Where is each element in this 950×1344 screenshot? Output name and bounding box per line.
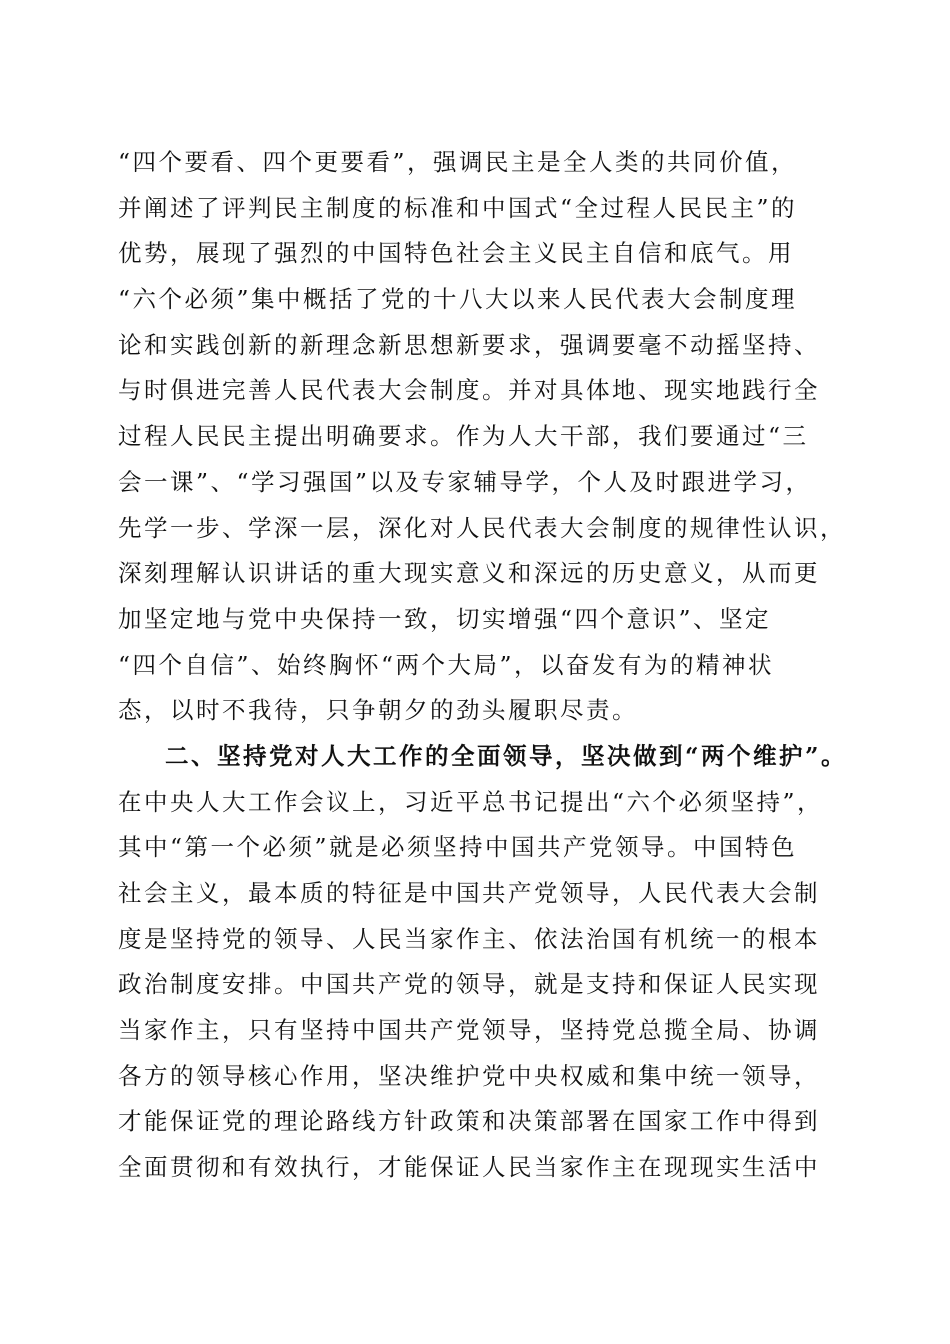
paragraph-line: 其中“第一个必须”就是必须坚持中国共产党领导。中国特色 bbox=[118, 833, 798, 862]
paragraph-line: 才能保证党的理论路线方针政策和决策部署在国家工作中得到 bbox=[118, 1107, 820, 1136]
document-body bbox=[118, 140, 848, 1191]
paragraph-line: 会一课”、“学习强国”以及专家辅导学，个人及时跟进学习， bbox=[118, 467, 812, 496]
paragraph-line: 在中央人大工作会议上，习近平总书记提出“六个必须坚持”， bbox=[118, 787, 824, 816]
paragraph-line: 优势，展现了强烈的中国特色社会主义民主自信和底气。用 bbox=[118, 239, 794, 268]
paragraph-line: “四个自信”、始终胸怀“两个大局”，以奋发有为的精神状 bbox=[118, 650, 775, 679]
paragraph-line: 加坚定地与党中央保持一致，切实增强“四个意识”、坚定 bbox=[118, 604, 772, 633]
paragraph-line: 深刻理解认识讲话的重大现实意义和深远的历史意义，从而更 bbox=[118, 559, 820, 588]
paragraph-line: 度是坚持党的领导、人民当家作主、依法治国有机统一的根本 bbox=[118, 924, 820, 953]
paragraph-line: 政治制度安排。中国共产党的领导，就是支持和保证人民实现 bbox=[118, 970, 820, 999]
paragraph-line: 社会主义，最本质的特征是中国共产党领导，人民代表大会制 bbox=[118, 879, 820, 907]
paragraph-line: 并阐述了评判民主制度的标准和中国式“全过程人民民主”的 bbox=[118, 193, 798, 222]
paragraph-line: 论和实践创新的新理念新思想新要求，强调要毫不动摇坚持、 bbox=[118, 330, 820, 359]
paragraph-line: 过程人民民主提出明确要求。作为人大干部，我们要通过“三 bbox=[118, 422, 809, 451]
paragraph-line: 各方的领导核心作用，坚决维护党中央权威和集中统一领导， bbox=[118, 1061, 820, 1090]
paragraph-line: 与时俱进完善人民代表大会制度。并对具体地、现实地践行全 bbox=[118, 376, 820, 405]
section-heading: 二、坚持党对人大工作的全面领导，坚决做到“两个维护”。 bbox=[165, 741, 848, 770]
paragraph-line: “六个必须”集中概括了党的十八大以来人民代表大会制度理 bbox=[118, 285, 798, 314]
paragraph-line: 先学一步、学深一层，深化对人民代表大会制度的规律性认识， bbox=[118, 513, 846, 542]
paragraph-line: 态，以时不我待，只争朝夕的劲头履职尽责。 bbox=[118, 696, 638, 725]
paragraph-line: 全面贯彻和有效执行，才能保证人民当家作主在现现实生活中 bbox=[118, 1153, 820, 1182]
paragraph-line: 当家作主，只有坚持中国共产党领导，坚持党总揽全局、协调 bbox=[118, 1016, 820, 1045]
paragraph-line: “四个要看、四个更要看”，强调民主是全人类的共同价值， bbox=[118, 148, 798, 176]
